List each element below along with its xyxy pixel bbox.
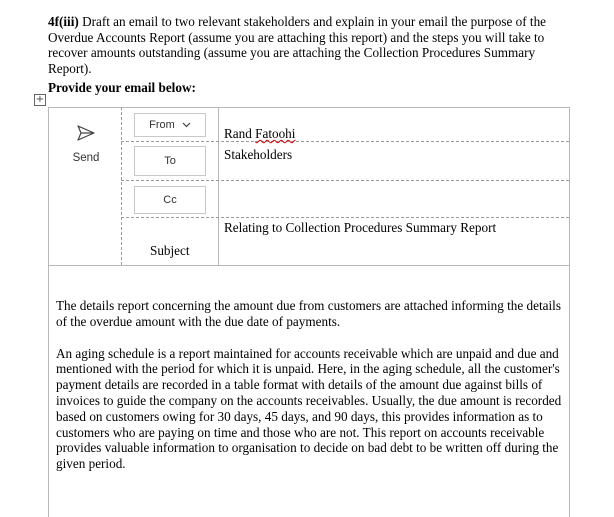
question-text	[48, 14, 578, 76]
body-paragraph: The details report concerning the amount due from customers are attached informing the details of the overdue amount with the due date of payments.	[56, 298, 561, 329]
table-border-top	[48, 107, 570, 108]
table-border-right	[569, 107, 570, 517]
body-paragraph: An aging schedule is a report maintained for accounts receivable which are unpaid and due and mentioned with the period for which it is unpaid. Here, in the aging schedule, all the customer's payment details are recorded in a table format with details of the amount due against bills of invoices to guide the company on the accounts receivables. Usually, the due amount is recorded based on customers owing for 30 days, 45 days, and 90 days, this provides information as to customers who are paying on time and those who are not. This report on accounts receivable provides valuable information to organisation to decide on bad debt to be written off during the given period.	[56, 345, 562, 472]
email-body[interactable]	[56, 298, 566, 488]
table-divider	[48, 265, 570, 266]
subject-field[interactable]: Relating to Collection Procedures Summary Report	[224, 220, 497, 235]
send-label: Send	[72, 152, 100, 164]
from-last-name: Fatoohi	[255, 126, 296, 141]
header-dashed-left	[121, 107, 122, 265]
question-number: 4f(iii)	[48, 14, 79, 29]
cc-label: Cc	[163, 194, 177, 206]
table-border-left	[48, 107, 49, 517]
paper-plane-icon	[76, 129, 96, 146]
answer-prompt: Provide your email below:	[48, 80, 196, 95]
from-first-name: Rand	[224, 126, 256, 141]
to-button[interactable]	[134, 146, 206, 176]
header-column-divider	[218, 107, 219, 265]
cc-button[interactable]	[134, 186, 206, 214]
to-field[interactable]: Stakeholders	[224, 147, 293, 162]
question-body: Draft an email to two relevant stakeholders and explain in your email the purpose of the Overdue Accounts Report (assume you are attaching this report) and the steps you will take to recover amounts outstanding (assume you are attaching the Collection Procedures Summary Report).	[48, 14, 547, 76]
chevron-down-icon	[178, 119, 191, 131]
from-label: From	[149, 119, 175, 131]
move-cross-icon[interactable]: +	[35, 94, 45, 105]
from-field[interactable]	[224, 126, 295, 142]
subject-label: Subject	[150, 243, 190, 258]
row-divider-3	[121, 217, 569, 218]
send-button[interactable]	[58, 114, 114, 184]
row-divider-1	[121, 141, 569, 142]
to-label: To	[164, 155, 176, 167]
from-button[interactable]	[134, 113, 206, 137]
row-divider-2	[121, 180, 569, 181]
